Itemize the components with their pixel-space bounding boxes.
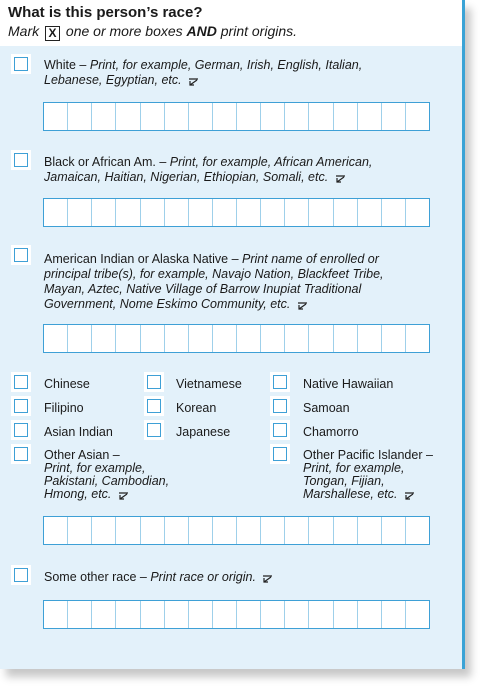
write-in-some-other-race[interactable] [43,600,430,629]
checkbox-some-other-race[interactable] [14,568,28,582]
label-asian-indian: Asian Indian [44,425,113,439]
label-chinese: Chinese [44,377,90,391]
checkbox-vietnamese[interactable] [147,375,161,389]
label-other-asian: Other Asian – Print, for example, Pakistani, Cambodian, Hmong, etc. [44,448,170,501]
down-left-arrow-icon [335,175,346,183]
question-header [0,0,462,46]
checkbox-chamorro[interactable] [273,423,287,437]
checkbox-japanese[interactable] [147,423,161,437]
question-title: What is this person’s race? [8,4,203,21]
checkbox-white[interactable] [14,57,28,71]
down-left-arrow-icon [118,492,129,500]
label-american-indian: American Indian or Alaska Native – Print name of enrolled or principal tribe(s), for example, Navajo Nation, Blackfeet Tribe, Mayan, Aztec, Native Village of Barrow Inupiat Traditional Government, Nome Eskimo Community, etc. [44,252,384,311]
write-in-asian-pacific-islander[interactable] [43,516,430,545]
checkbox-filipino[interactable] [14,399,28,413]
write-in-black[interactable] [43,198,430,227]
label-some-other-race: Some other race – Print race or origin. [44,570,273,585]
write-in-white[interactable] [43,102,430,131]
write-in-american-indian[interactable] [43,324,430,353]
label-vietnamese: Vietnamese [176,377,242,391]
down-left-arrow-icon [297,302,308,310]
down-left-arrow-icon [188,78,199,86]
checkbox-other-pacific-islander[interactable] [273,447,287,461]
x-mark-icon: X [45,26,60,41]
down-left-arrow-icon [262,575,273,583]
down-left-arrow-icon [404,492,415,500]
label-black: Black or African Am. – Print, for example, African American, Jamaican, Haitian, Nigerian, Ethiopian, Somali, etc. [44,155,373,184]
checkbox-asian-indian[interactable] [14,423,28,437]
label-samoan: Samoan [303,401,350,415]
checkbox-native-hawaiian[interactable] [273,375,287,389]
checkbox-american-indian[interactable] [14,248,28,262]
label-other-pacific-islander: Other Pacific Islander – Print, for example, Tongan, Fijian, Marshallese, etc. [303,448,433,501]
checkbox-samoan[interactable] [273,399,287,413]
label-white: White – Print, for example, German, Irish, English, Italian, Lebanese, Egyptian, etc. [44,58,363,87]
label-japanese: Japanese [176,425,231,439]
label-chamorro: Chamorro [303,425,359,439]
label-native-hawaiian: Native Hawaiian [303,377,394,391]
checkbox-black[interactable] [14,153,28,167]
checkbox-chinese[interactable] [14,375,28,389]
label-korean: Korean [176,401,217,415]
checkbox-korean[interactable] [147,399,161,413]
checkbox-other-asian[interactable] [14,447,28,461]
question-instructions: Mark X one or more boxes AND print origins. [8,23,298,40]
label-filipino: Filipino [44,401,84,415]
